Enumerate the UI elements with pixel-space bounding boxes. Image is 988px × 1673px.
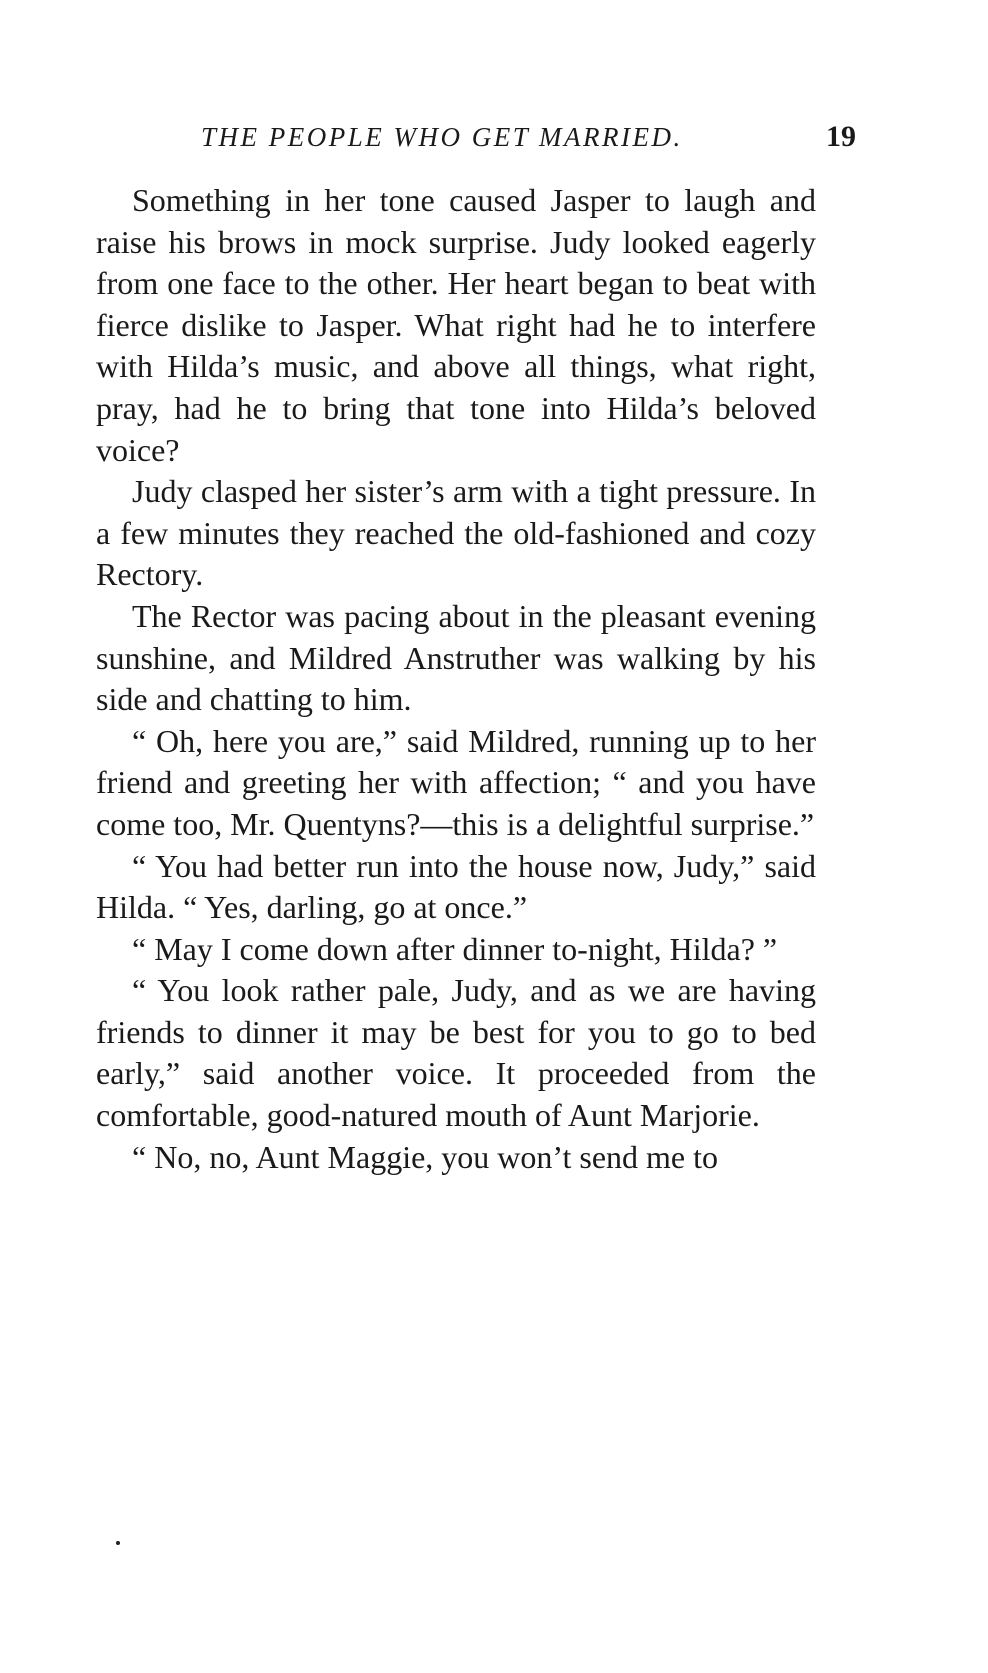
ink-speck [116, 1541, 120, 1545]
paragraph: Something in her tone caused Jasper to laugh and raise his brows in mock surprise. Judy looked eagerly from one face to the other. Her heart began to beat with fierce dislike to Jasper. What right had he to interfere with Hilda’s music, and above all things, what right, pray, had he to bring that tone into Hilda’s beloved voice? [96, 182, 816, 468]
running-title: THE PEOPLE WHO GET MARRIED. [201, 122, 683, 152]
body-text [96, 180, 816, 1178]
paragraph: “ You had better run into the house now, Judy,” said Hilda. “ Yes, darling, go at once.” [96, 847, 816, 926]
paragraph: “ You look rather pale, Judy, and as we are having friends to dinner it may be best for you to go to bed early,” said another voice. It proceeded from the comfortable, good-natured mouth of Aunt Marjorie. [96, 972, 816, 1134]
running-head [96, 122, 856, 158]
paragraph: “ May I come down after dinner to-night, Hilda? ” [132, 930, 778, 967]
page-number: 19 [826, 120, 856, 153]
paragraph-last: “ No, no, Aunt Maggie, you won’t send me to [132, 1138, 719, 1175]
paragraph: Judy clasped her sister’s arm with a tight pressure. In a few minutes they reached the old-fashioned and cozy Rectory. [96, 473, 816, 593]
paragraph: “ Oh, here you are,” said Mildred, running up to her friend and greeting her with affection; “ and you have come too, Mr. Quentyns?—this is a delightful surprise.” [96, 722, 816, 842]
paragraph: The Rector was pacing about in the pleasant evening sunshine, and Mildred Anstruther was walking by his side and chatting to him. [96, 597, 816, 718]
